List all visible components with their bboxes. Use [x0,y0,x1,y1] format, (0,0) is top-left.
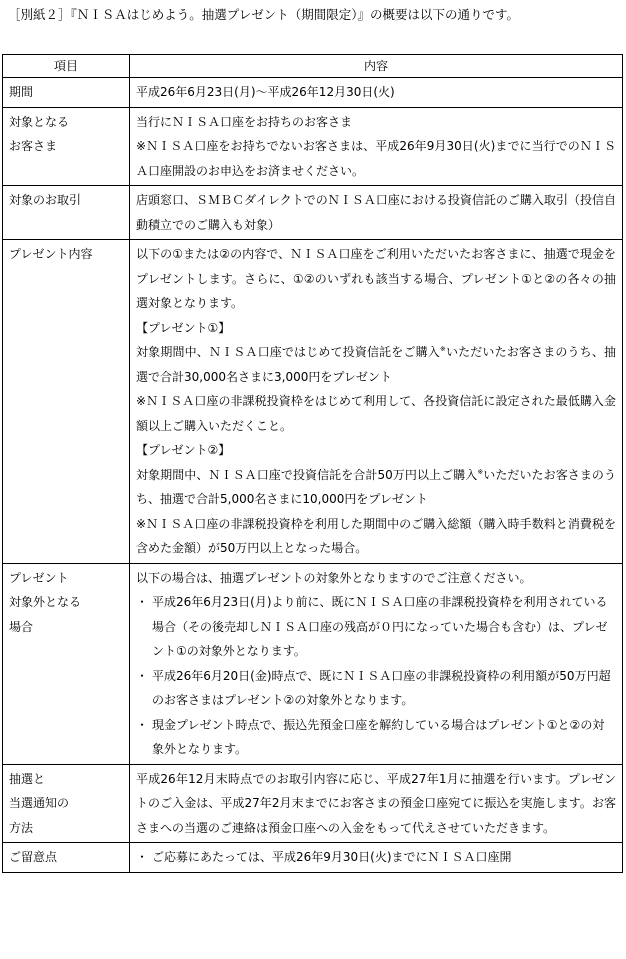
paragraph: 以下の場合は、抽選プレゼントの対象外となりますのでご注意ください。 [136,570,532,585]
lottery-label [3,764,130,843]
label-line: 当選通知の [9,796,70,810]
lottery-content [130,764,623,843]
list-item [136,845,616,870]
list-item [136,713,616,762]
row-present [3,240,623,564]
paragraph: ※ＮＩＳＡ口座の非課税投資枠をはじめて利用して、各投資信託に設定された最低購入金額以上ご購入いただくこと。 [136,394,616,433]
label-line: 方法 [9,820,34,835]
label-line: お客さま [9,139,58,153]
paragraph [136,463,616,512]
label-line: プレゼント [9,570,69,585]
target-transactions-content [130,186,623,240]
note-mark: ※ [439,345,446,353]
column-header-content: 内容 [130,55,623,78]
bullet-mark: ・ [136,850,149,864]
row-target-customers [3,107,623,186]
text: いただいたお客さまのうち、抽選で合計30,000名さまに3,000円をプレゼント [136,345,616,384]
target-customers-content [130,107,623,186]
target-transactions-label: 対象のお取引 [3,186,130,240]
row-lottery [3,764,623,843]
text: 対象期間中、ＮＩＳＡ口座で投資信託を合計50万円以上ご購入 [136,467,478,482]
paragraph [136,340,616,389]
row-target-transactions [3,186,623,240]
present-2-title: 【プレゼント②】 [136,443,231,457]
row-notes [3,843,623,873]
column-header-item: 項目 [3,55,130,78]
target-customers-label [3,107,130,186]
paragraph: ※ＮＩＳＡ口座の非課税投資枠を利用した期間中のご購入総額（購入時手数料と消費税を含めた金額）が50万円以上となった場合。 [136,516,616,555]
campaign-summary-table [2,54,623,873]
label-line: 対象となる [9,114,70,129]
bullet-list [136,845,616,870]
paragraph: ※ＮＩＳＡ口座をお持ちでないお客さまは、平成26年9月30日(火)までに当行でのＮＩＳＡ口座開設のお申込をお済ませください。 [136,139,616,178]
bullet-text: 平成26年6月20日(金)時点で、既にＮＩＳＡ口座の非課税投資枠の利用額が50万円超のお客さまはプレゼント②の対象外となります。 [152,668,611,707]
bullet-mark: ・ [136,595,149,609]
text: 対象期間中、ＮＩＳＡ口座ではじめて投資信託をご購入 [136,345,440,359]
present-content [130,240,623,564]
label-line: 対象外となる [9,595,82,609]
bullet-list [136,590,616,762]
period-label: 期間 [3,78,130,108]
table-header-row [3,55,623,78]
paragraph: 当行にＮＩＳＡ口座をお持ちのお客さま [136,114,353,129]
label-line: 場合 [9,619,34,634]
row-excluded [3,563,623,764]
note-mark: ※ [477,467,484,476]
excluded-content [130,563,623,764]
paragraph: 平成26年12月末時点でのお取引内容に応じ、平成27年1月に抽選を行います。プレゼントのご入金は、平成27年2月末までにお客さまの預金口座宛てに振込を実施します。お客さまへの当選のご連絡は預金口座への入金をもって代えさせていただきます。 [136,771,616,835]
bullet-text: 平成26年6月23日(月)より前に、既にＮＩＳＡ口座の非課税投資枠を利用されている場合（その後売却しＮＩＳＡ口座の残高が０円になっていた場合も含む）は、プレゼント①の対象外となります。 [152,595,608,658]
list-item [136,590,616,664]
present-1-title: 【プレゼント①】 [136,320,231,335]
notes-label: ご留意点 [3,843,130,873]
bullet-mark: ・ [136,717,149,732]
paragraph: 店頭窓口、ＳＭＢＣダイレクトでのＮＩＳＡ口座における投資信託のご購入取引（投信自動積立でのご購入も対象） [136,193,616,232]
bullet-text: ご応募にあたっては、平成26年9月30日(火)までにＮＩＳＡ口座開 [152,850,512,864]
period-value: 平成26年6月23日(月)～平成26年12月30日(火) [130,78,623,108]
bullet-text: 現金プレゼント時点で、振込先預金口座を解約している場合はプレゼント①と②の対象外となります。 [152,717,605,756]
row-period [3,78,623,108]
bullet-mark: ・ [136,668,149,683]
paragraph: 以下の①または②の内容で、ＮＩＳＡ口座をご利用いただいたお客さまに、抽選で現金をプレゼントします。さらに、①②のいずれも該当する場合、プレゼント①と②の各々の抽選対象となります。 [136,247,616,310]
present-label: プレゼント内容 [3,240,130,564]
list-item [136,664,616,713]
label-line: 抽選と [9,771,46,786]
excluded-label [3,563,130,764]
text: いただいたお客さまのうち、抽選で合計5,000名さまに10,000円をプレゼント [136,467,616,506]
document-heading: ［別紙２］『ＮＩＳＡはじめよう。抽選プレゼント（期間限定）』の概要は以下の通りです。 [8,7,520,22]
notes-content [130,843,623,873]
